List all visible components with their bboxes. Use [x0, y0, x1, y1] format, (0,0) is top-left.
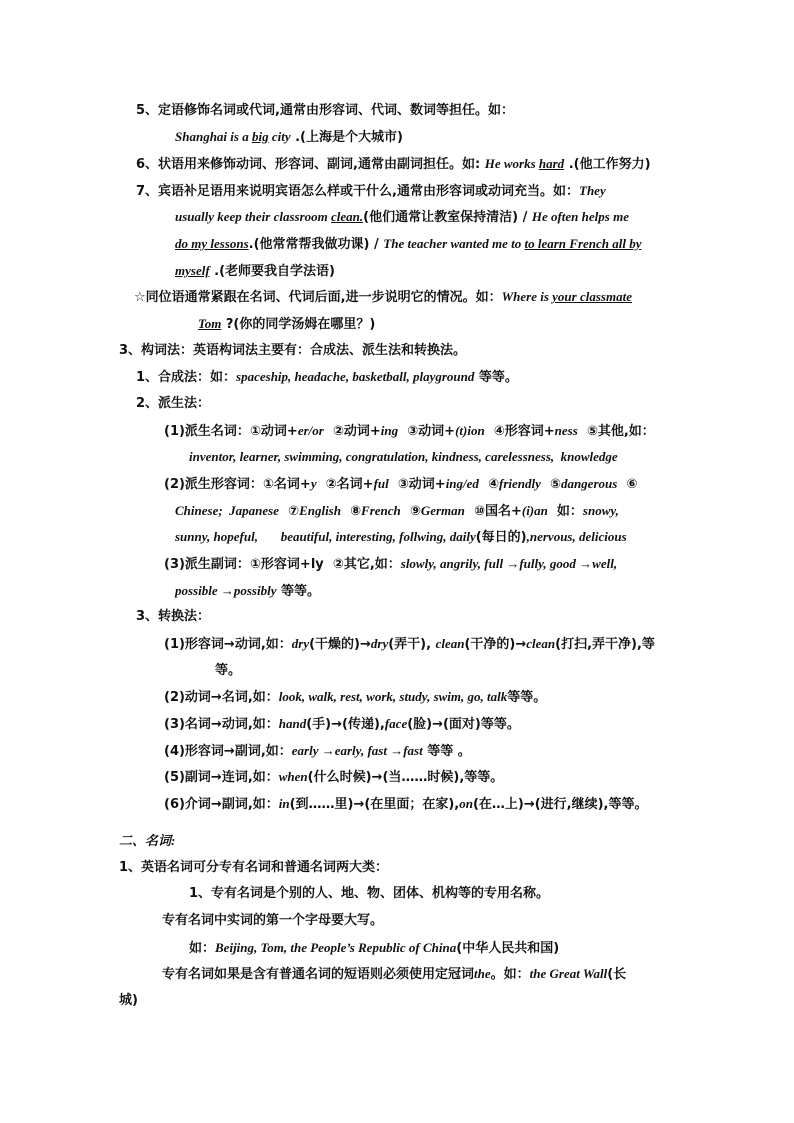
- attributive-rule: 5、定语修饰名词或代词,通常由形容词、代词、数词等担任。如：: [136, 103, 514, 118]
- conversion-adv-conj: (5)副词→连词,如：when(什么时候)→(当……时候),等等。: [164, 769, 504, 785]
- appositive-rule: ☆同位语通常紧跟在名词、代词后面,进一步说明它的情况。如：Where is your classmate: [134, 289, 632, 305]
- derived-nouns: (1)派生名词：①动词+er/or ②动词+ing ③动词+(t)ion ④形容词+ness ⑤其他,如：: [164, 423, 655, 439]
- appositive-example: Tom ?(你的同学汤姆在哪里？): [198, 316, 376, 332]
- proper-noun-article-rule: 专有名词如果是含有普通名词的短语则必须使用定冠词the。如：the Great Wall(长: [162, 966, 627, 982]
- conversion-noun-verb: (3)名词→动词,如：hand(手)→(传递),face(脸)→(面对)等等。: [164, 716, 520, 732]
- proper-noun-definition: 1、专有名词是个别的人、地、物、团体、机构等的专用名称。: [189, 886, 550, 901]
- conversion-prep-adv: (6)介词→副词,如：in(到……里)→(在里面；在家),on(在…上)→(进行,继续),等等。: [164, 796, 648, 812]
- conversion-adj-verb: (1)形容词→动词,如：dry(干燥的)→dry(弄干), clean(干净的)→clean(打扫,弄干净),等: [164, 636, 655, 652]
- compounding: 1、合成法：如：spaceship, headache, basketball, playground 等等。: [136, 369, 518, 385]
- noun-categories: 1、英语名词可分专有名词和普通名词两大类：: [119, 860, 389, 875]
- derived-adjectives-line-2: Chinese; Japanese ⑦English ⑧French ⑨German ⑩国名+(i)an 如：snowy,: [175, 503, 619, 519]
- complement-example-line-2: do my lessons.(他常常帮我做功课) / The teacher wanted me to to learn French all by: [175, 236, 642, 252]
- section-word-formation: 3、构词法：英语构词法主要有：合成法、派生法和转换法。: [119, 343, 467, 358]
- derived-adverbs-line-2: possible →possibly 等等。: [175, 583, 321, 599]
- derived-adverbs: (3)派生副词：①形容词+ly ②其它,如：slowly, angrily, full →fully, good →well,: [164, 556, 618, 572]
- conversion-heading: 3、转换法：: [136, 609, 211, 624]
- section-nouns: 二、名词:: [119, 833, 176, 848]
- complement-example-line-1: usually keep their classroom clean.(他们通常让教室保持清洁) / He often helps me: [175, 209, 629, 225]
- proper-noun-capitalization: 专有名词中实词的第一个字母要大写。: [162, 913, 384, 928]
- attributive-example: Shanghai is a big city .(上海是个大城市): [175, 129, 403, 145]
- derivation-heading: 2、派生法：: [136, 396, 211, 411]
- conversion-verb-noun: (2)动词→名词,如：look, walk, rest, work, study, swim, go, talk等等。: [164, 689, 547, 705]
- complement-example-line-3: myself .(老师要我自学法语): [175, 263, 336, 279]
- adverbial-rule: 6、状语用来修饰动词、形容词、副词,通常由副词担任。如: He works hard .(他工作努力): [136, 156, 651, 172]
- derived-adjectives-line-3: sunny, hopeful, beautiful, interesting, follwing, daily(每日的),nervous, delicious: [175, 529, 627, 545]
- complement-rule: 7、宾语补足语用来说明宾语怎么样或干什么,通常由形容词或动词充当。如：They: [136, 183, 606, 199]
- derived-nouns-examples: inventor, learner, swimming, congratulation, kindness, carelessness, knowledge: [189, 449, 618, 464]
- proper-noun-examples: 如：Beijing, Tom, the People’s Republic of China(中华人民共和国): [189, 940, 560, 956]
- conversion-adj-adv: (4)形容词→副词,如：early →early, fast →fast 等等 。: [164, 743, 471, 759]
- conversion-adj-verb-line-2: 等。: [215, 663, 242, 678]
- derived-adjectives: (2)派生形容词：①名词+y ②名词+ful ③动词+ing/ed ④friendly ⑤dangerous ⑥: [164, 476, 638, 492]
- proper-noun-article-rule-line-2: 城): [119, 993, 138, 1008]
